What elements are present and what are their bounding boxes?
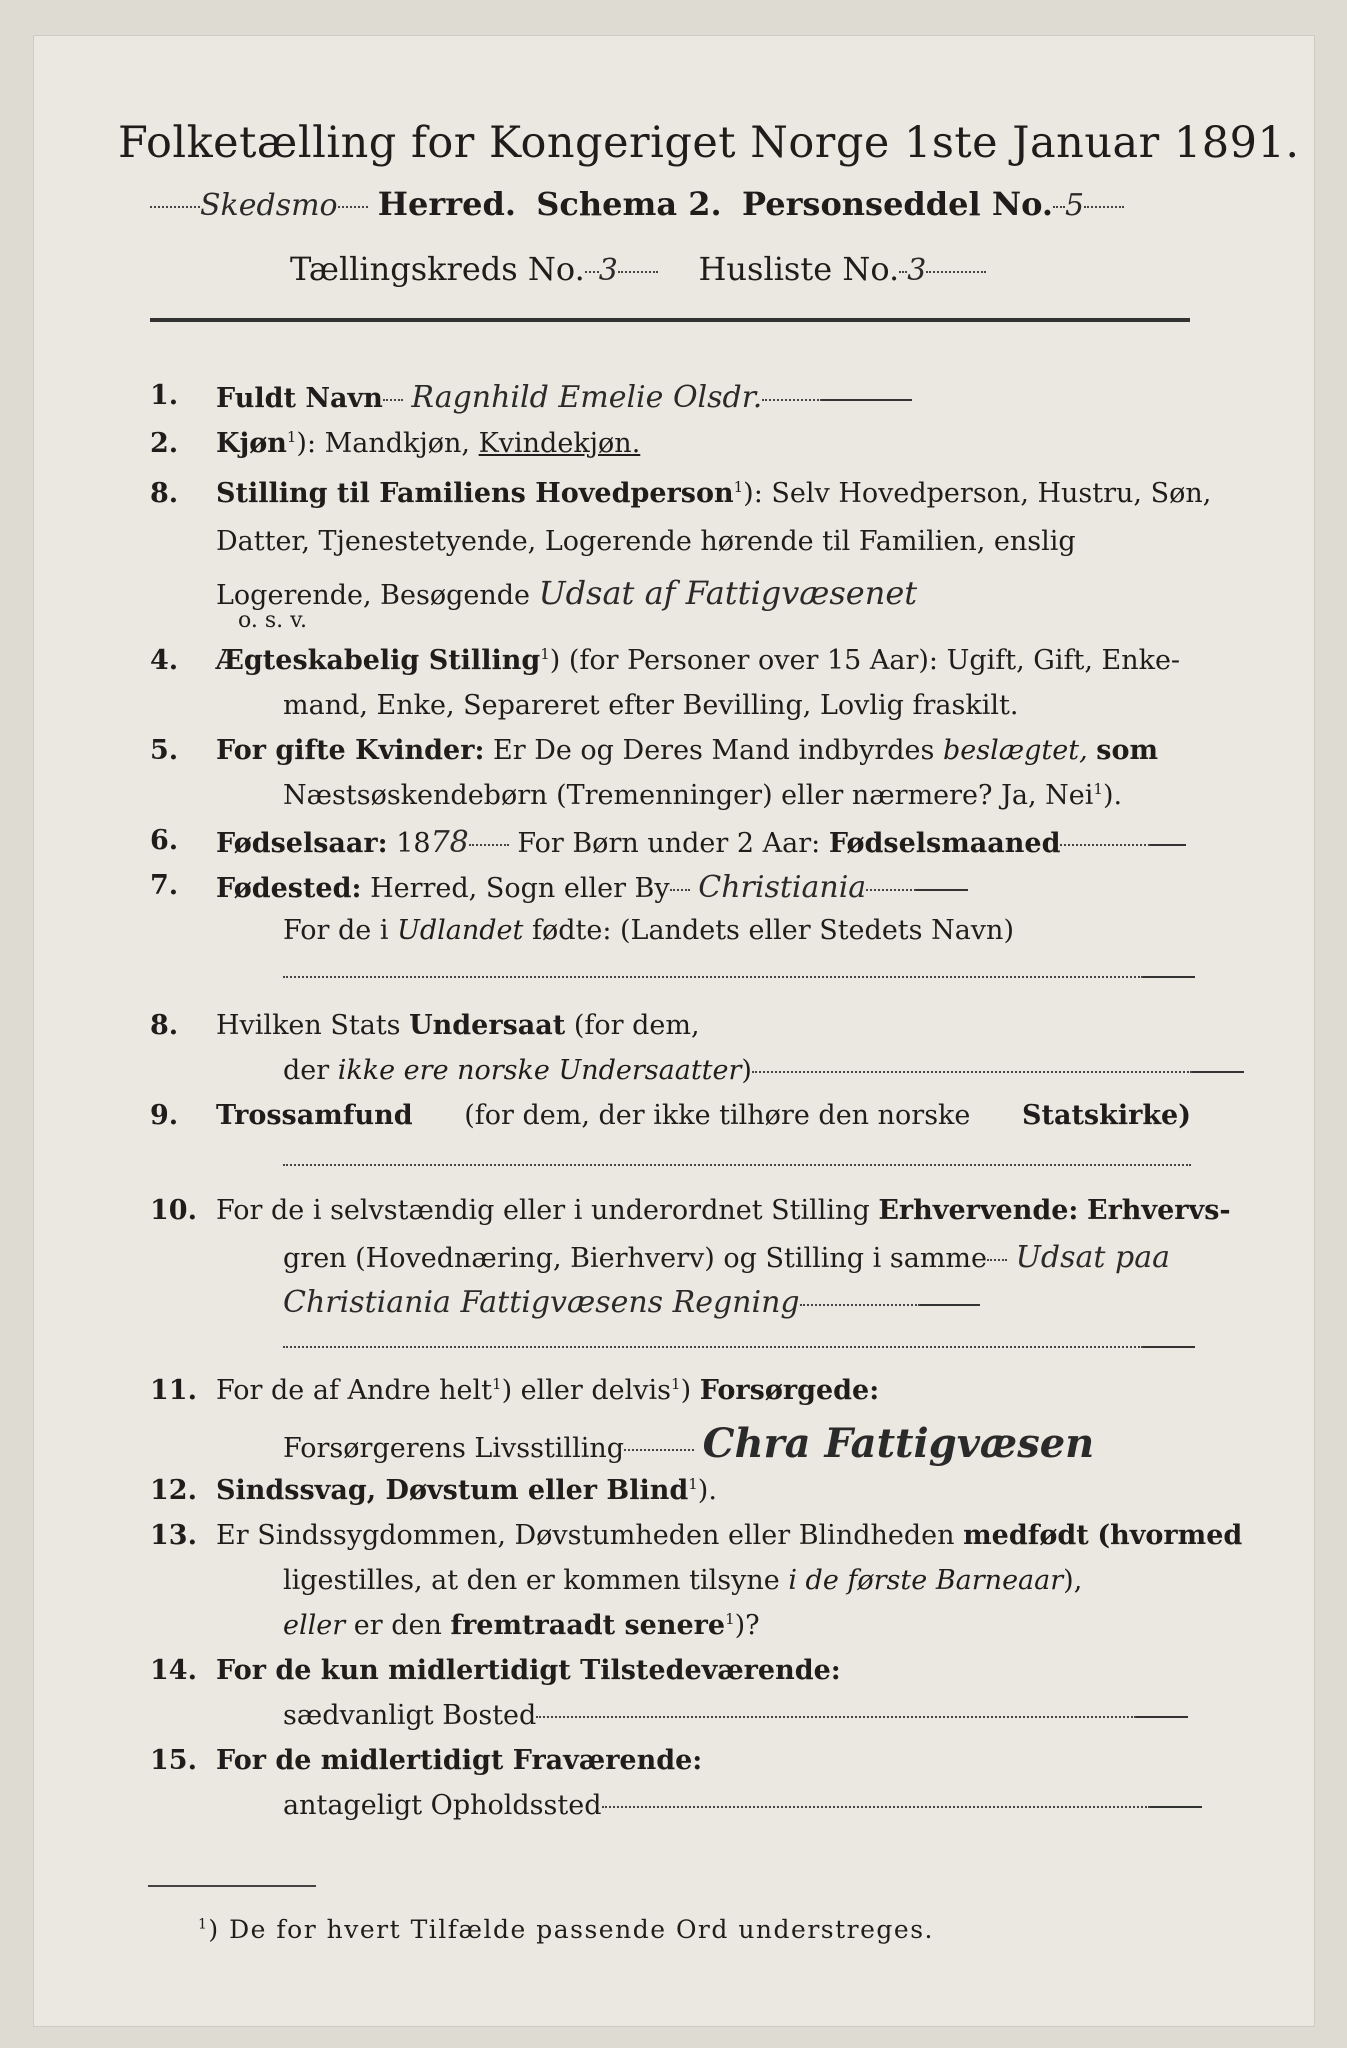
q6-prefix: 18 [396, 828, 431, 859]
q11-forsorgede: Forsørgede: [699, 1375, 880, 1406]
husliste-label: Husliste No. [698, 250, 900, 288]
q8-line2a: der [283, 1055, 330, 1086]
q13-mark: 1 [725, 1610, 735, 1628]
q13-line3a: er den [353, 1610, 442, 1641]
q7-blank-line [283, 960, 1195, 991]
q10-line2 [283, 1240, 1170, 1275]
q1-answer: Ragnhild Emelie Olsdr. [411, 380, 763, 415]
q1-number: 1. [150, 380, 179, 411]
q6-maaned-label: Fødselsmaaned [828, 828, 1061, 859]
q3-footnote-mark: 1 [733, 478, 744, 496]
q3-line1 [216, 478, 1211, 509]
q10-line1a: For de i selvstændig eller i underordnet Stilling [216, 1195, 870, 1226]
q15-number: 15. [150, 1745, 197, 1776]
q13-italic: i de første Barneaar [788, 1565, 1064, 1596]
kreds-number: 3 [598, 253, 618, 288]
q8-line1a: Hvilken Stats [216, 1010, 401, 1041]
q5-line2: Næstsøskendebørn (Tremenninger) eller nærmere? Ja, Nei$^1$). [283, 780, 1123, 811]
q12-mark: 1 [688, 1475, 698, 1493]
q3-line3 [216, 574, 917, 612]
q6-rest: For Børn under 2 Aar: [517, 828, 821, 859]
q10-blank-line [283, 1330, 1195, 1361]
q9-rest: (for dem, der ikke tilhøre den norske [464, 1100, 971, 1131]
q3-line1-rest: ): Selv Hovedperson, Hustru, Søn, [743, 478, 1212, 509]
q1-line [216, 380, 912, 415]
footnote [198, 1915, 934, 1944]
q6-year: 78 [430, 825, 469, 860]
q13-medfodt: medfødt [963, 1520, 1089, 1551]
q10-erhvervende: Erhvervende: [878, 1195, 1079, 1226]
q2-line [216, 428, 640, 459]
q13-eller: eller [283, 1610, 346, 1641]
q7-line2 [283, 915, 1014, 946]
q15-line1: For de midlertidigt Fraværende: [216, 1745, 703, 1776]
q10-line2-text: gren (Hovednæring, Bierhverv) og Stilling i samme [283, 1243, 988, 1274]
q15-line2 [283, 1790, 1202, 1821]
q5-number: 5. [150, 735, 179, 766]
q3-label: Stilling til Familiens Hovedperson [216, 478, 734, 509]
q9-blank-line [283, 1148, 1191, 1179]
q11-answer: Chra Fattigvæsen [702, 1420, 1095, 1467]
q11-line1: For de af Andre helt$^1$) eller delvis$^1$) Forsørgede: [216, 1375, 880, 1406]
q5-italic: beslægtet, [942, 735, 1088, 766]
kreds-label: Tællingskreds No. [290, 250, 585, 288]
q2-text-b: Kvindekjøn. [478, 428, 641, 459]
q13-line2a: ligestilles, at den er kommen tilsyne [283, 1565, 780, 1596]
q10-line1 [216, 1195, 1231, 1226]
personseddel-label: Personseddel No. [742, 185, 1053, 223]
q7-line2a: For de i [283, 915, 389, 946]
footnote-rule [148, 1885, 316, 1887]
q5-line1-end: som [1096, 735, 1159, 766]
q5-line2-text: Næstsøskendebørn (Tremenninger) eller nærmere? Ja, Nei [283, 780, 1094, 811]
q7-label: Fødested: [216, 873, 362, 904]
q4-label: Ægteskabelig Stilling [216, 645, 541, 676]
q5-footnote-mark: 1 [1093, 780, 1103, 798]
schema-label: Schema 2. [536, 185, 722, 223]
q12-number: 12. [150, 1475, 197, 1506]
q14-line2 [283, 1700, 1188, 1731]
q10-answer2: Christiania Fattigvæsens Regning [283, 1285, 800, 1320]
q4-footnote-mark: 1 [540, 645, 550, 663]
herred-line [150, 185, 1124, 223]
q14-line1: For de kun midlertidigt Tilstedeværende: [216, 1655, 841, 1686]
q13-line2: ligestilles, at den er kommen tilsyne i de første Barneaar), [283, 1565, 1083, 1596]
q3-line2: Datter, Tjenestetyende, Logerende hørende til Familien, enslig [216, 526, 1076, 557]
q4-number: 4. [150, 645, 179, 676]
q4-line1-rest: ) (for Personer over 15 Aar): Ugift, Gift, Enke- [549, 645, 1181, 676]
q10-answer1: Udsat paa [1015, 1240, 1170, 1275]
q11-line2-text: Forsørgerens Livsstilling [283, 1433, 625, 1464]
q10-line3 [283, 1285, 980, 1320]
q13-senere: fremtraadt senere [450, 1610, 726, 1641]
q3-answer: Udsat af Fattigvæsenet [538, 574, 918, 612]
q5-label: For gifte Kvinder: [216, 735, 485, 766]
q13-line1 [216, 1520, 1242, 1551]
q6-line [216, 825, 1186, 860]
q11-line2 [283, 1420, 1094, 1467]
herred-name: Skedsmo [200, 188, 338, 223]
q11-mark1: 1 [492, 1375, 502, 1393]
q3-line4: o. s. v. [238, 608, 307, 633]
q7-label-rest: Herred, Sogn eller By [370, 873, 670, 904]
q2-number: 2. [150, 428, 179, 459]
q15-line2-text: antageligt Opholdssted [283, 1790, 602, 1821]
q9-line [216, 1100, 1191, 1131]
q11-mark2: 1 [671, 1375, 681, 1393]
q4-line1 [216, 645, 1180, 676]
q7-number: 7. [150, 870, 179, 901]
q2-label: Kjøn [216, 428, 287, 459]
q3-line3-text: Logerende, Besøgende [216, 580, 530, 611]
q11-line1a: For de af Andre helt [216, 1375, 493, 1406]
q12-text: Sindssvag, Døvstum eller Blind [216, 1475, 689, 1506]
q9-label: Trossamfund [216, 1100, 413, 1131]
q7-udlandet: Udlandet [397, 915, 524, 946]
q9-number: 9. [150, 1100, 179, 1131]
q14-line2-text: sædvanligt Bosted [283, 1700, 537, 1731]
q2-footnote-mark: 1 [286, 428, 297, 446]
q13-line3: eller er den fremtraadt senere$^1$)? [283, 1610, 760, 1641]
q8-line2: der ikke ere norske Undersaatter) [283, 1055, 1244, 1086]
q13-line1a: Er Sindssygdommen, Døvstumheden eller Blindheden [216, 1520, 955, 1551]
q12-line: Sindssvag, Døvstum eller Blind$^1$). [216, 1475, 717, 1506]
q11-number: 11. [150, 1375, 197, 1406]
q6-label: Fødselsaar: [216, 828, 388, 859]
footnote-text: ) De for hvert Tilfælde passende Ord understreges. [208, 1915, 934, 1944]
q7-answer: Christiania [698, 870, 867, 905]
q3-number: 8. [150, 478, 179, 509]
q13-number: 13. [150, 1520, 197, 1551]
q7-line2b: fødte: (Landets eller Stedets Navn) [531, 915, 1014, 946]
kreds-line [290, 250, 986, 288]
q5-line1 [216, 735, 1158, 766]
q5-line1-rest: Er De og Deres Mand indbyrdes [493, 735, 935, 766]
form-title: Folketælling for Kongeriget Norge 1ste Januar 1891. [118, 118, 1300, 168]
q8-italic: ikke ere norske Undersaatter [337, 1055, 742, 1086]
footnote-mark: 1 [198, 1916, 209, 1933]
personseddel-number: 5 [1065, 188, 1085, 223]
q2-text-a: ): Mandkjøn, [296, 428, 471, 459]
q11-line1b: ) eller delvis [501, 1375, 672, 1406]
q10-number: 10. [150, 1195, 197, 1226]
q8-line1 [216, 1010, 700, 1041]
q7-line1 [216, 870, 968, 905]
header-rule [150, 318, 1190, 322]
q10-line1-end: Erhvervs- [1087, 1195, 1231, 1226]
q6-number: 6. [150, 825, 179, 856]
q14-number: 14. [150, 1655, 197, 1686]
q8-line1b: (for dem, [573, 1010, 700, 1041]
q4-line2: mand, Enke, Separeret efter Bevilling, Lovlig fraskilt. [283, 690, 1019, 721]
husliste-number: 3 [907, 253, 927, 288]
q1-label: Fuldt Navn [216, 383, 383, 414]
q13-line1-end: (hvormed [1097, 1520, 1243, 1551]
herred-label: Herred. [377, 185, 516, 223]
q8-number: 8. [150, 1010, 179, 1041]
q8-undersaat: Undersaat [409, 1010, 566, 1041]
q9-end: Statskirke) [1022, 1100, 1191, 1131]
